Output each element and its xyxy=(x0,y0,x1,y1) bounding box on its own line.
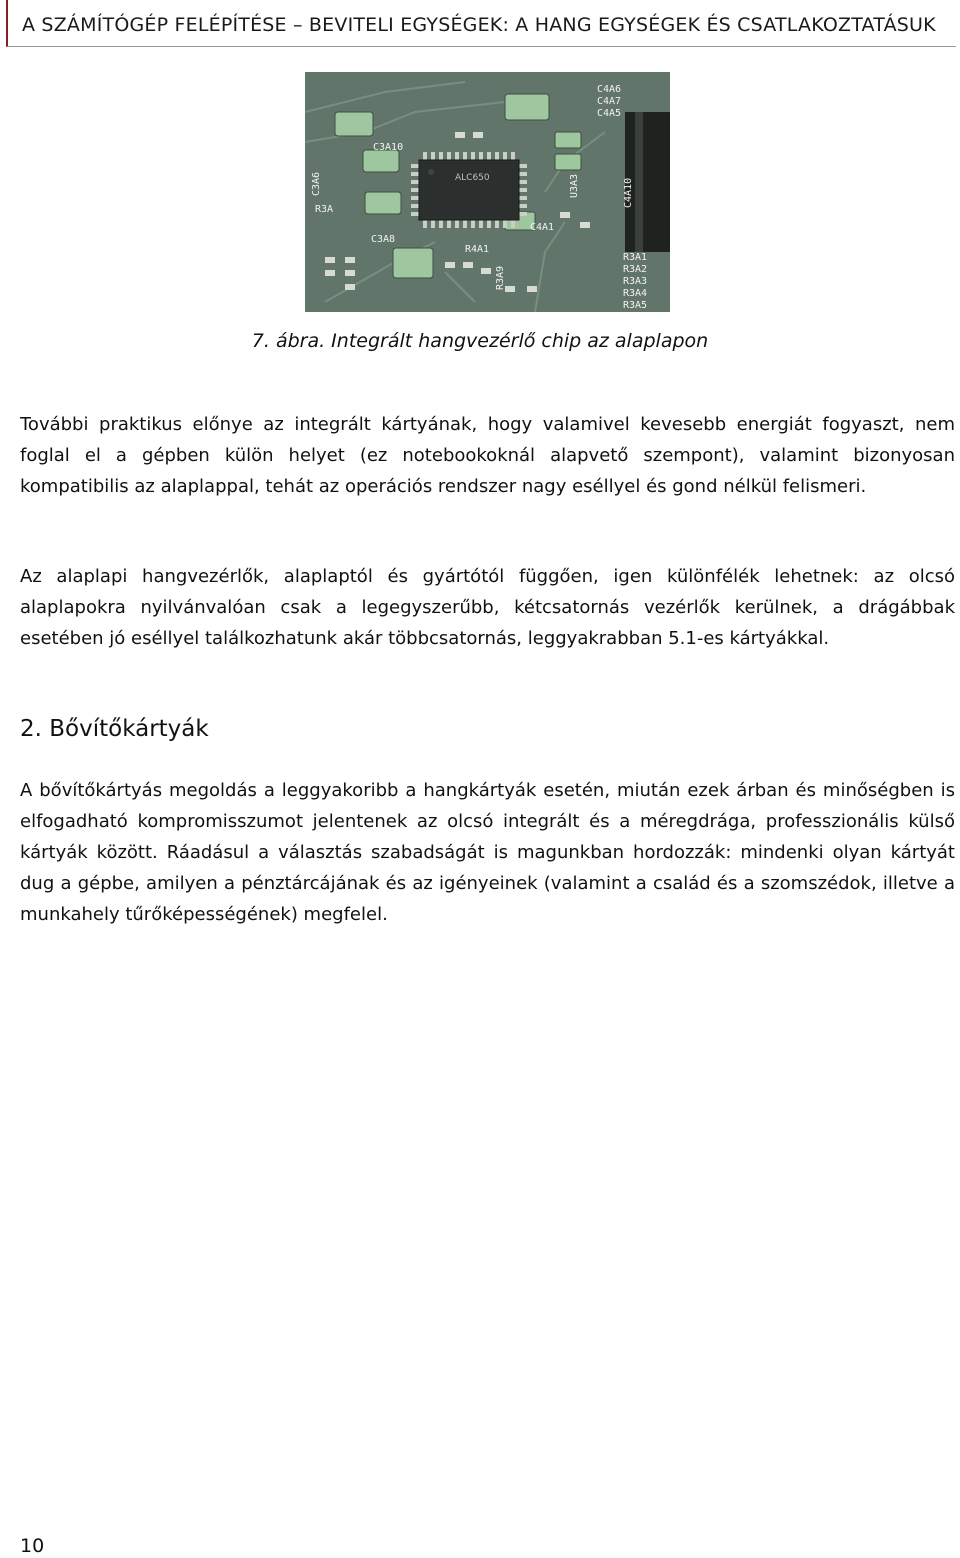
board-label: R3A2 xyxy=(623,264,648,275)
board-label: C3A8 xyxy=(371,234,396,245)
board-label: R4A1 xyxy=(465,244,490,255)
motherboard-photo xyxy=(305,72,670,312)
body-paragraph: Az alaplapi hangvezérlők, alaplaptól és gyártótól függően, igen különfélék lehetnek: az olcsó alaplapokra nyilvánvalóan csak a legegyszerűbb, kétcsatornás vezérlők kerülnek, a drágábbak esetében jó eséllyel találkozhatunk akár többcsatornás, leggyakrabban 5.1-es kártyákkal. xyxy=(20,566,955,649)
board-label: U3A3 xyxy=(569,173,580,198)
header-title: A SZÁMÍTÓGÉP FELÉPÍTÉSE – BEVITELI EGYSÉGEK: A HANG EGYSÉGEK ÉS CSATLAKOZTATÁSUK xyxy=(22,14,936,36)
board-label: R3A4 xyxy=(623,288,648,299)
board-label: C4A1 xyxy=(530,222,555,233)
figure-caption: 7. ábra. Integrált hangvezérlő chip az alaplapon xyxy=(251,330,709,352)
board-label: C4A6 xyxy=(597,84,622,95)
section-paragraph: A bővítőkártyás megoldás a leggyakoribb a hangkártyák esetén, miután ezek árban és minőségben is elfogadható kompromisszumot jelentenek az olcsó integrált és a méregdrága, professzionális külső kártyák között. Ráadásul a választás szabadságát is magunkban hordozzák: mindenki olyan kártyát dug a gépbe, amilyen a pénztárcájának és az igényeinek (valamint a család és a szomszédok, illetve a munkahely tűrőképességének) megfelel. xyxy=(20,780,955,925)
board-label: R3A3 xyxy=(623,276,648,287)
sound-controller-chip xyxy=(419,160,519,220)
board-label: C4A7 xyxy=(597,96,622,107)
board-label: R3A1 xyxy=(623,252,648,263)
section-heading: 2. Bővítőkártyák xyxy=(20,716,209,742)
page-number: 10 xyxy=(20,1535,45,1557)
board-label: R3A xyxy=(315,204,334,215)
board-label: R3A5 xyxy=(623,300,648,311)
board-label: C4A5 xyxy=(597,108,622,119)
board-label: R3A9 xyxy=(495,265,506,290)
board-label: C4A10 xyxy=(623,177,634,208)
figure-motherboard-chip-photo xyxy=(305,72,670,312)
running-header xyxy=(6,0,956,47)
body-paragraph: További praktikus előnye az integrált kártyának, hogy valamivel kevesebb energiát fogyaszt, nem foglal el a gépben külön helyet (ez notebookoknál alapvető szempont), valamint bizonyosan kompatibilis az alaplappal, tehát az operációs rendszer nagy eséllyel és gond nélkül felismeri. xyxy=(20,414,955,497)
board-label: C3A10 xyxy=(373,142,404,153)
chip-marking-label: ALC650 xyxy=(455,173,490,183)
board-label: C3A6 xyxy=(311,171,322,196)
